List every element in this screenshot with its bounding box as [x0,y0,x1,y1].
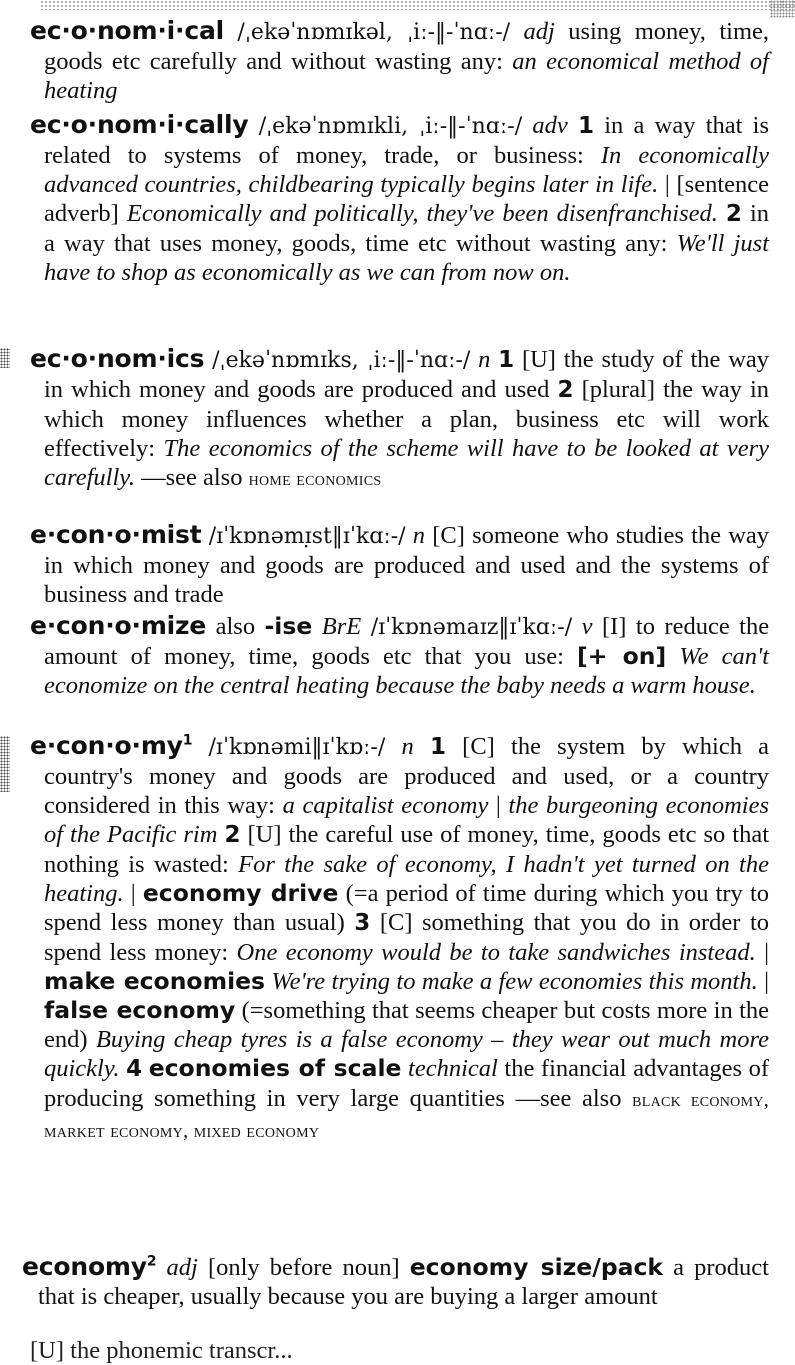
example: We'll just have to shop as economically as we can from now on. [44,230,770,286]
example: For the sake of economy, I hadn't yet turned on the heating. [44,851,769,907]
sense-number: 1 [498,347,515,373]
entry-economy-2 [22,1252,769,1311]
homograph-number: 1 [182,732,193,749]
definition: in a way that uses money, goods, time etc without wasting any: [44,200,770,257]
definition: [plural] the way in which money influences whether a plan, business etc will work effectively: [44,376,770,462]
definition: a product that is cheaper, usually because you are buying a larger amount [38,1254,769,1310]
pronunciation: /ɪˈkɒnəmaɪz‖ɪˈkɑː-/ [370,615,573,640]
example: We can't economize on the central heating because the baby needs a warm house. [44,643,770,699]
example: In economically advanced countries, childbearing typically begins later in life. [44,142,769,198]
definition: using money, time, goods etc carefully and without wasting any: [44,18,770,75]
phrase: false economy [44,996,236,1024]
region-label: BrE [321,613,362,640]
pronunciation: /ˌekəˈnɒmɪkəl, ˌiː-‖-ˈnɑː-/ [237,20,511,45]
example: Economically and politically, they've been disenfranchised. [126,200,718,227]
pronunciation: /ɪˈkɒnəmi‖ɪˈkɒː-/ [208,735,386,760]
phrase-definition: (=something that seems cheaper but costs more in the end) [44,997,769,1053]
register-label: technical [408,1055,498,1082]
definition: [C] someone who studies the way in which money and goods are produced and used and the systems of business and trade [44,522,770,608]
phrase: economy drive [142,879,339,907]
see-also-label: —see also [141,464,243,491]
homograph-number: 2 [146,1253,157,1270]
entry-economize [30,611,770,700]
part-of-speech: n [401,733,414,760]
headword-text: economy [22,1252,147,1281]
next-entry-text: [U] the phonemic transcr... [30,1337,293,1364]
definition: the financial advantages of producing something in very large quantities [44,1055,770,1112]
grammar-note: [sentence adverb] [44,171,770,227]
grammar-pattern: [+ on] [577,642,667,670]
headword [22,1252,156,1281]
phrase-definition: (=a period of time during which you try to spend less money than usual) [44,880,770,936]
definition: [C] the system by which a country's money and goods are produced and used, or a country considered in this way: [44,733,770,819]
see-also-label: —see also [515,1085,622,1112]
example: The economics of the scheme will have to be looked at very carefully. [44,435,769,491]
sense-number: 2 [557,377,574,403]
part-of-speech: n [478,346,491,373]
entry-economist [30,520,770,609]
sense-number: 2 [224,822,241,848]
headword [30,731,192,760]
top-cut-line [40,0,795,10]
headword: ec·o·nom·i·cal [30,16,224,45]
part-of-speech: adv [532,112,568,139]
part-of-speech: adj [523,18,555,45]
next-entry-fragment [30,1336,769,1364]
also-label: also [215,613,256,640]
definition: [U] the careful use of money, time, goods etc so that nothing is wasted: [44,821,770,878]
headword: ec·o·nom·ics [30,344,205,373]
definition: in a way that is related to systems of money, trade, or business: [44,112,770,169]
pronunciation: /ˌekəˈnɒmɪkli, ˌiː-‖-ˈnɑː-/ [258,114,523,139]
headword: ec·o·nom·i·cally [30,110,249,139]
phrase: make economies [44,967,266,995]
variant-spelling: -ise [264,612,313,640]
part-of-speech: adj [166,1254,198,1281]
thumb-index-marker [0,348,10,368]
sense-number: 4 [126,1056,143,1082]
definition: [C] something that you do in order to spend less money: [44,909,769,966]
example: a capitalist economy [282,792,489,819]
grammar-note: [only before noun] [207,1254,400,1281]
entry-economics [30,344,770,494]
headword: e·con·o·mize [30,611,207,640]
definition: [U] the study of the way in which money and goods are produced and used [44,346,770,403]
headword-text: e·con·o·my [30,731,183,760]
sense-number: 1 [578,113,595,139]
cross-reference[interactable]: home economics [248,468,382,490]
entry-economical [30,16,769,105]
headword: e·con·o·mist [30,520,202,549]
part-of-speech: v [581,613,593,640]
sense-number: 3 [354,910,371,936]
definition: [I] to reduce the amount of money, time, goods etc that you use: [44,613,770,670]
cross-reference[interactable]: black economy, market economy, mixed economy [44,1089,770,1142]
example: One economy would be to take sandwiches instead. [236,939,756,966]
phrase: economies of scale [148,1054,402,1082]
phrase: economy size/pack [409,1253,664,1281]
thumb-index-tab [770,0,795,18]
sense-number: 2 [725,201,742,227]
part-of-speech: n [412,522,426,549]
example: Buying cheap tyres is a false economy – they wear out much more quickly. [44,1026,769,1082]
sense-number: 1 [429,734,446,760]
pronunciation: /ˌekəˈnɒmɪks, ˌiː-‖-ˈnɑː-/ [212,348,471,373]
example: We're trying to make a few economies this month. [271,968,758,995]
pronunciation: /ɪˈkɒnəmɪ̣st‖ɪˈkɑː-/ [208,524,406,549]
example: an economical method of heating [44,48,769,104]
entry-economy-1: $e\cdot con\cdot o\cdot my^1$ /ɪˈkɒnəmi‖ɪˈkɒː-/ n 1 [C] the system by which a country's money and goods are produced and used, or a country considered in this way: a capitalist economy | the burgeoning economies of the Pacific rim 2 [U] the careful use of money, time, goods etc so that nothing is wasted: For the sake of economy, I hadn't yet turned on the heating. | economy drive (=a period of time during which you try to spend less money than usual) 3 [C] something that you do in order to spend less money: One economy would be to take sandwiches instead. | make economies We're trying to make a few economies this month. | false economy (=something that seems cheaper but costs more in the end) Buying cheap tyres is a false economy – they wear out much more quickly. 4 economies of scale technical the financial advantages of producing something in very large quantities —see also black economy, market economy, mixed economy [30,731,770,1142]
entry-economically: ec·o·nom·i·cally /ˌekəˈnɒmɪkli, ˌiː-‖-ˈnɑː-/ adv 1 in a way that is related to systems of money, trade, or business: In economically advanced countries, childbearing typically begins later in life. | [sentence adverb] Economically and politically, they've been disenfranchised. 2 in a way that uses money, goods, time etc without wasting any: We'll just have to shop as economically as we can from now on. [30,110,770,286]
example: the burgeoning economies of the Pacific rim [44,792,770,848]
thumb-index-marker [0,736,10,792]
